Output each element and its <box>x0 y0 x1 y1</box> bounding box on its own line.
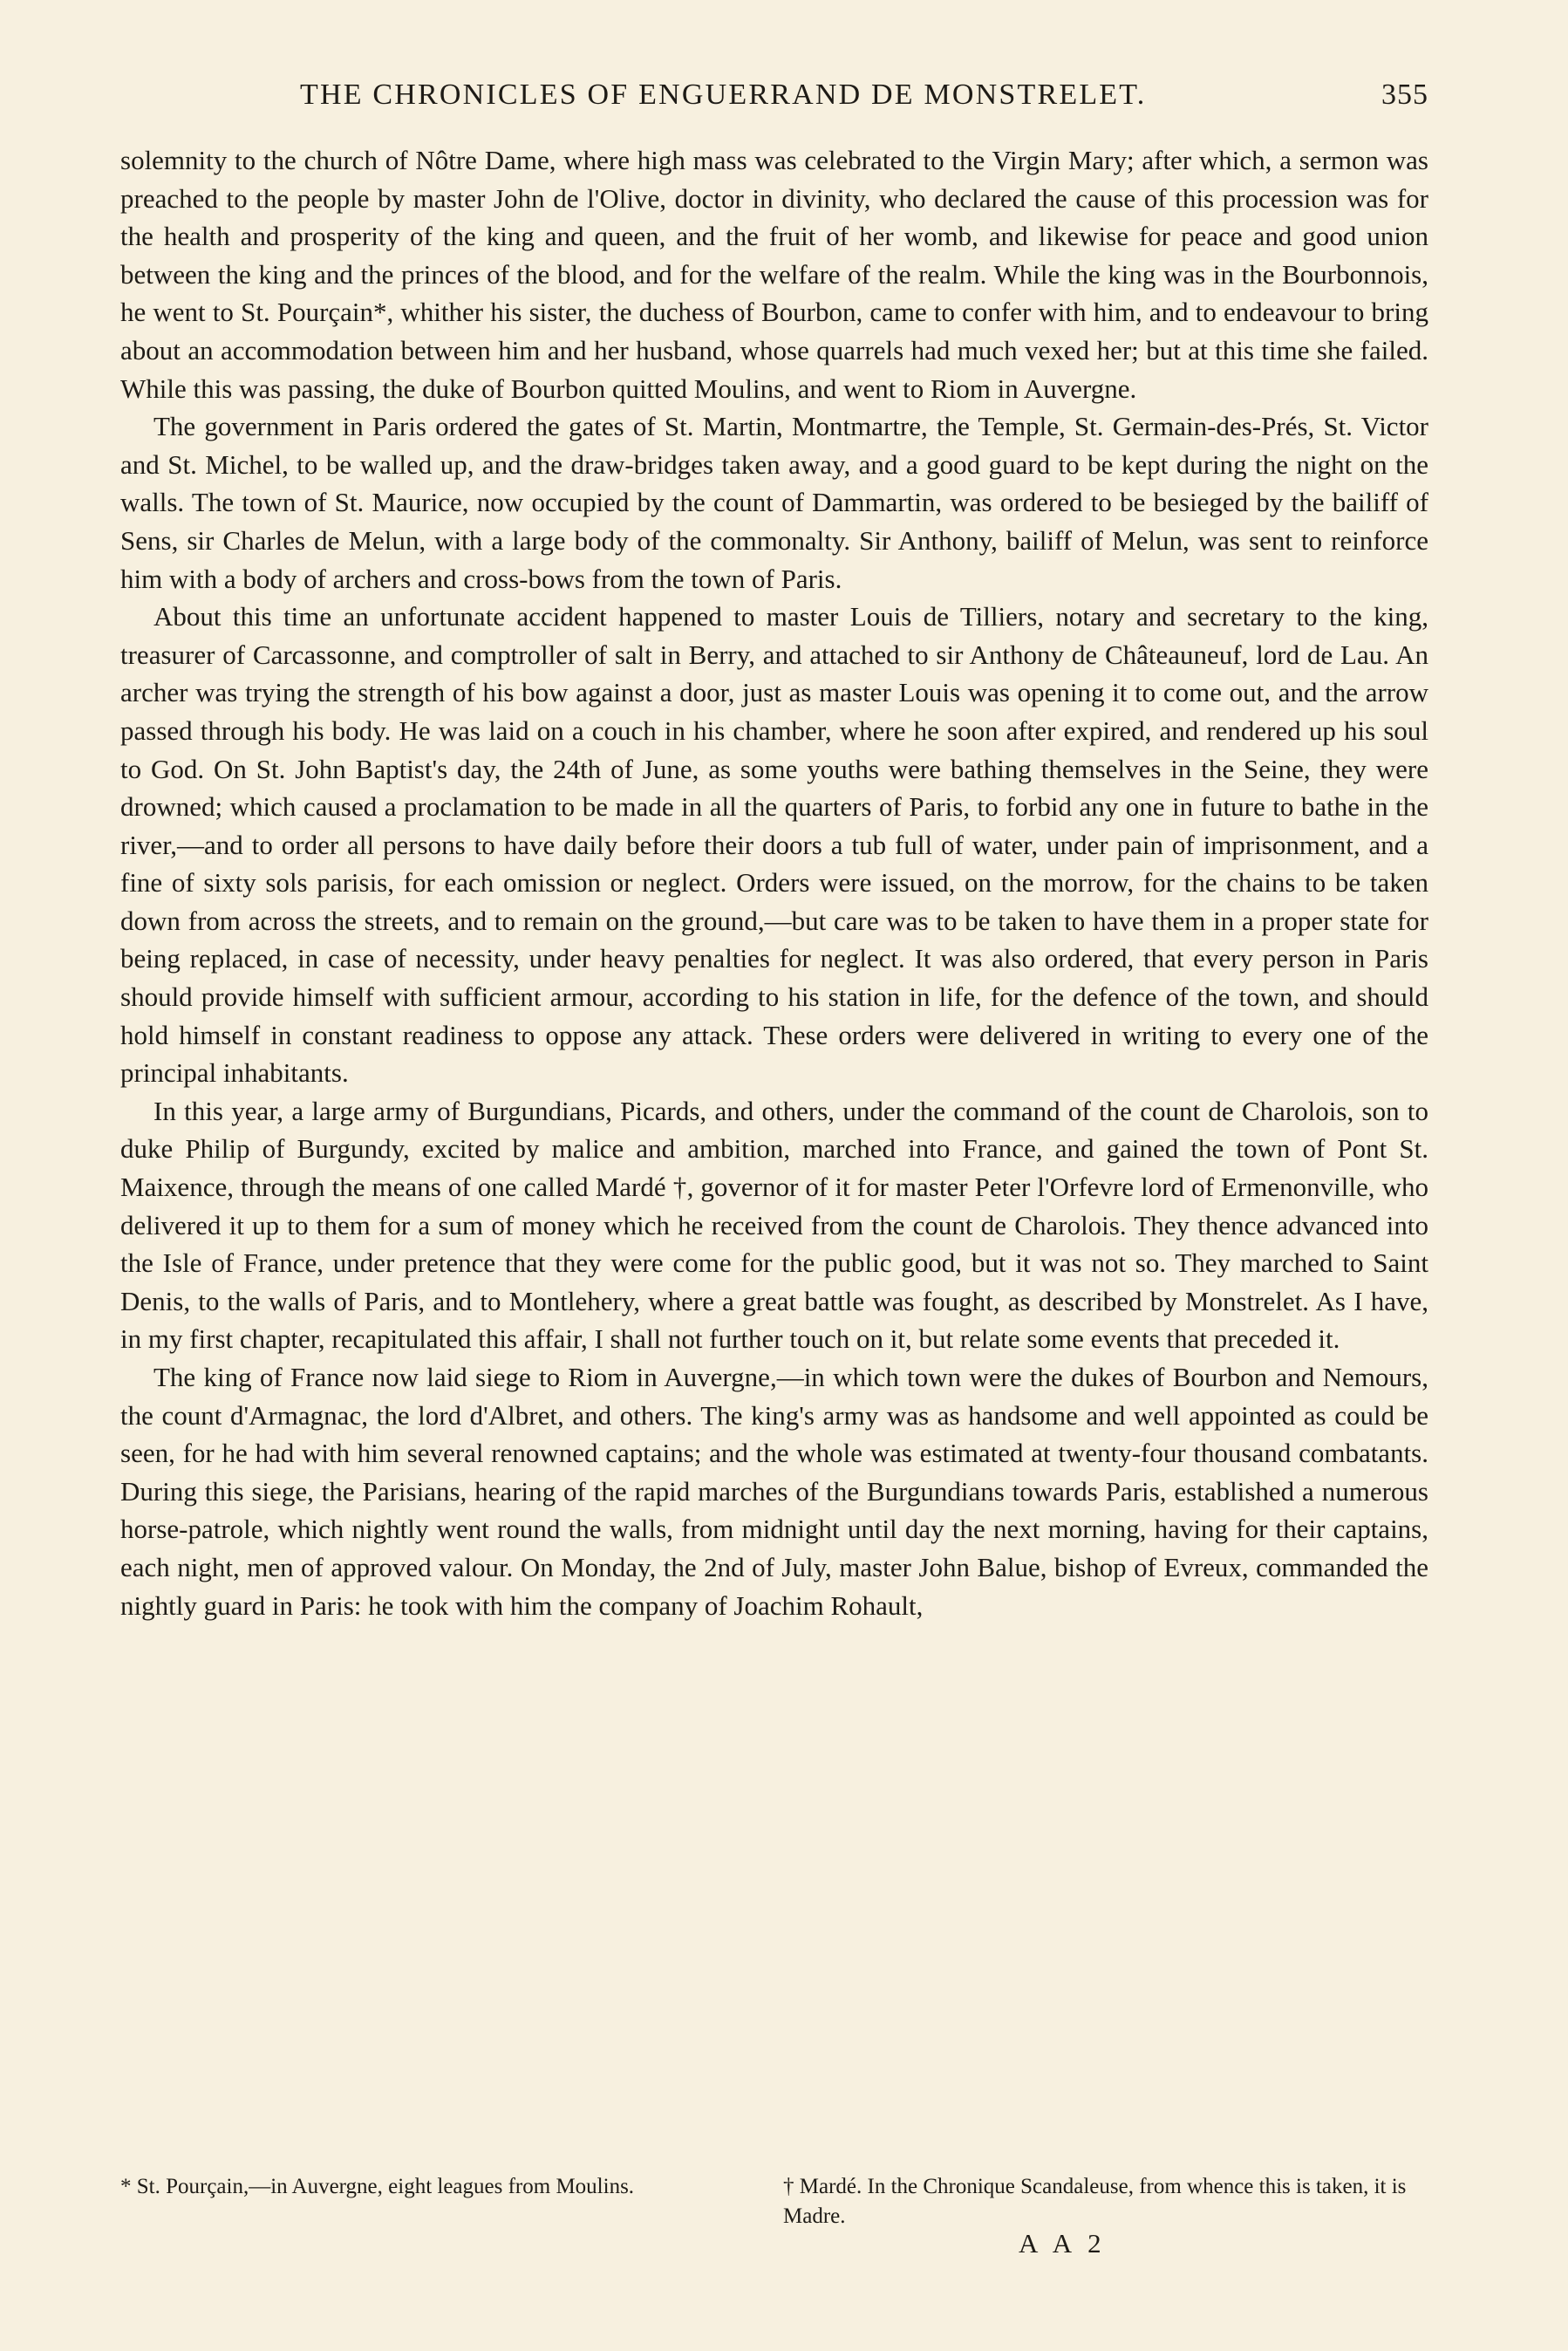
footnotes <box>120 2172 1428 2233</box>
paragraph: In this year, a large army of Burgundians, Picards, and others, under the command of the count de Charolois, son to duke Philip of Burgundy, excited by malice and ambition, marched into France, and gained the town of Pont St. Maixence, through the means of one called Mardé †, governor of it for master Peter l'Orfevre lord of Ermenonville, who delivered it up to them for a sum of money which he received from the count de Charolois. They thence advanced into the Isle of France, under pretence that they were come for the public good, but it was not so. They marched to Saint Denis, to the walls of Paris, and to Montlehery, where a great battle was fought, as described by Monstrelet. As I have, in my first chapter, recapitulated this affair, I shall not further touch on it, but relate some events that preceded it. <box>120 1095 1428 1355</box>
paragraph: The king of France now laid siege to Riom in Auvergne,—in which town were the dukes of Bourbon and Nemours, the count d'Armagnac, the lord d'Albret, and others. The king's army was as handsome and well appointed as could be seen, for he had with him several renowned captains; and the whole was estimated at twenty-four thousand combatants. During this siege, the Parisians, hearing of the rapid marches of the Burgundians towards Paris, established a numerous horse-patrole, which nightly went round the walls, from midnight until day the next morning, having for their captains, each night, men of approved valour. On Monday, the 2nd of July, master John Balue, bishop of Evreux, commanded the nightly guard in Paris: he took with him the company of Joachim Rohault, <box>120 1362 1428 1621</box>
paragraph: About this time an unfortunate accident happened to master Louis de Tilliers, notary and secretary to the king, treasurer of Carcassonne, and comptroller of salt in Berry, and attached to sir Anthony de Châteauneuf, lord de Lau. An archer was trying the strength of his bow against a door, just as master Louis was opening it to come out, and the arrow passed through his body. He was laid on a couch in his chamber, where he soon after expired, and rendered up his soul to God. On St. John Baptist's day, the 24th of June, as some youths were bathing themselves in the Seine, they were drowned; which caused a proclamation to be made in all the quarters of Paris, to forbid any one in future to bathe in the river,—and to order all persons to have daily before their doors a tub full of water, under pain of imprisonment, and a fine of sixty sols parisis, for each omission or neglect. Orders were issued, on the morrow, for the chains to be taken down from across the streets, and to remain on the ground,—but care was to be taken to have them in a proper state for being replaced, in case of necessity, under heavy penalties for neglect. It was also ordered, that every person in Paris should provide himself with sufficient armour, according to his station in life, for the defence of the town, and should hold himself in constant readiness to oppose any attack. These orders were delivered in writing to every one of the principal inhabitants. <box>120 601 1428 1089</box>
footnote-st-pourcain: * St. Pourçain,—in Auvergne, eight leagues from Moulins. <box>120 2175 635 2198</box>
footnote-marde: † Mardé. In the Chronique Scandaleuse, from whence this is taken, it is Madre. <box>783 2175 1407 2228</box>
page-number: 355 <box>1381 79 1428 111</box>
body-text <box>120 141 1428 2165</box>
signature-mark: A A 2 <box>1019 2228 1107 2259</box>
running-title: THE CHRONICLES OF ENGUERRAND DE MONSTRELET. <box>300 79 1147 111</box>
running-head <box>120 77 1428 126</box>
paragraph: The government in Paris ordered the gates of St. Martin, Montmartre, the Temple, St. Germain-des-Prés, St. Victor and St. Michel, to be walled up, and the draw-bridges taken away, and a good guard to be kept during the night on the walls. The town of St. Maurice, now occupied by the count of Dammartin, was ordered to be besieged by the bailiff of Sens, sir Charles de Melun, with a large body of the commonalty. Sir Anthony, bailiff of Melun, was sent to reinforce him with a body of archers and cross-bows from the town of Paris. <box>120 411 1428 594</box>
paragraph-continued: solemnity to the church of Nôtre Dame, where high mass was celebrated to the Virgin Mary; after which, a sermon was preached to the people by master John de l'Olive, doctor in divinity, who declared the cause of this procession was for the health and prosperity of the king and queen, and the fruit of her womb, and likewise for peace and good union between the king and the princes of the blood, and for the welfare of the realm. While the king was in the Bourbonnois, he went to St. Pourçain*, whither his sister, the duchess of Bourbon, came to confer with him, and to endeavour to bring about an accommodation between him and her husband, whose quarrels had much vexed her; but at this time she failed. While this was passing, the duke of Bourbon quitted Moulins, and went to Riom in Auvergne. <box>120 145 1428 404</box>
